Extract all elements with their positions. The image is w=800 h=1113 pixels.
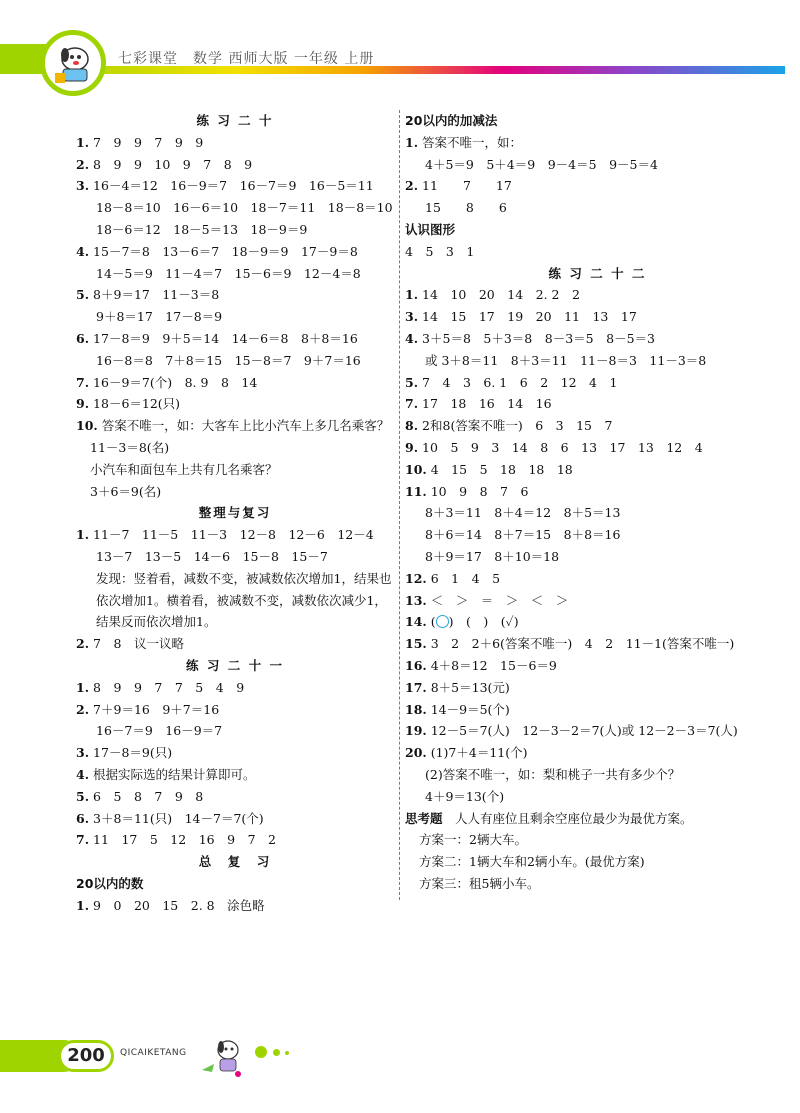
- question-number: 5.: [76, 287, 90, 303]
- answer-text: 16－9＝7(个) 8. 9 8 14: [89, 374, 258, 390]
- answer-line: [405, 459, 790, 481]
- answer-line: [76, 808, 394, 830]
- answer-text: ＜ ＞ ＝ ＞ ＜ ＞: [426, 592, 569, 608]
- answer-continuation: 3＋6＝9(名): [90, 483, 162, 499]
- mascot-logo-icon: [40, 30, 106, 96]
- question-number: 13.: [405, 592, 427, 608]
- right-column: [405, 110, 790, 895]
- answer-continuation: 8＋6＝14 8＋7＝15 8＋8＝16: [425, 527, 621, 543]
- answer-text: 8 9 9 7 7 5 4 9: [89, 679, 245, 695]
- answer-text: 3＋8＝11(只) 14－7＝7(个): [89, 810, 264, 826]
- answer-text: 8＋9＝17 11－3＝8: [89, 287, 220, 303]
- circle-icon: [436, 615, 449, 628]
- answer-line: [76, 372, 394, 394]
- answer-line: [76, 829, 394, 851]
- answer-line: [76, 786, 394, 808]
- answer-line: [405, 742, 790, 764]
- answer-line: [405, 677, 790, 699]
- answer-line: [76, 241, 394, 263]
- answer-text: 16－4＝12 16－9＝7 16－7＝9 16－5＝11: [89, 178, 374, 194]
- answer-line: [76, 328, 394, 350]
- answer-line: [405, 590, 790, 612]
- subsection-heading: 20以内的数: [76, 875, 144, 891]
- answer-text: 8＋5＝13(元): [426, 679, 510, 695]
- answer-continuation: 方案一：2辆大车。: [419, 832, 527, 848]
- answer-continuation: 结果反而依次增加1。: [96, 614, 217, 630]
- answer-line: [405, 328, 790, 350]
- answer-text: 10 9 8 7 6: [426, 483, 529, 499]
- paren: (: [430, 614, 436, 630]
- header-title: 七彩课堂 数学 西师大版 一年级 上册: [118, 51, 375, 67]
- answer-line: [405, 720, 790, 742]
- answer-continuation: 16－7＝9 16－9＝7: [96, 723, 223, 739]
- answer-line: 4 5 3 1: [405, 243, 475, 259]
- question-number: 3.: [405, 309, 419, 325]
- question-number: 5.: [76, 788, 90, 804]
- answer-line: [76, 132, 394, 154]
- answer-continuation: 14－5＝9 11－4＝7 15－6＝9 12－4＝8: [96, 265, 361, 281]
- answer-text: 9 0 20 15 2. 8 涂色略: [89, 897, 265, 913]
- answer-line: [405, 175, 790, 197]
- question-number: 7.: [76, 832, 90, 848]
- answer-continuation: 方案三：租5辆小车。: [419, 875, 540, 891]
- answer-text: 答案不唯一，如：: [418, 134, 523, 150]
- answer-line: [76, 895, 394, 917]
- question-number: 10.: [76, 418, 98, 434]
- answer-text: 6 1 4 5: [426, 570, 501, 586]
- answer-text: 8 9 9 10 9 7 8 9: [89, 156, 253, 172]
- answer-text: 根据实际选的结果计算即可。: [89, 766, 256, 782]
- answer-continuation: 8＋9＝17 8＋10＝18: [425, 548, 560, 564]
- question-number: 20.: [405, 745, 427, 761]
- answer-text: 17－8＝9 9＋5＝14 14－6＝8 8＋8＝16: [89, 330, 358, 346]
- answer-line: [76, 284, 394, 306]
- answer-line: [405, 372, 790, 394]
- question-number: 7.: [405, 396, 419, 412]
- answer-text: 14 10 20 14 2. 2 2: [418, 287, 580, 303]
- answer-text: 17 18 16 14 16: [418, 396, 552, 412]
- section-heading: 总 复 习: [198, 854, 272, 870]
- answer-continuation: 依次增加1。横着看，被减数不变，减数依次减少1，: [96, 592, 387, 608]
- answer-text: (1)7＋4＝11(个): [426, 745, 528, 761]
- answer-text: 15－7＝8 13－6＝7 18－9＝9 17－9＝8: [89, 243, 358, 259]
- answer-line: [405, 611, 790, 633]
- answer-text: 10 5 9 3 14 8 6 13 17 13 12 4: [418, 439, 703, 455]
- page-number: 200: [58, 1040, 114, 1072]
- answer-text: 7 4 3 6. 1 6 2 12 4 1: [418, 374, 618, 390]
- question-number: 17.: [405, 679, 427, 695]
- paren: ): [513, 614, 519, 630]
- question-number: 2.: [76, 156, 90, 172]
- answer-text: 4 15 5 18 18 18: [426, 461, 573, 477]
- answer-line: [405, 655, 790, 677]
- answer-line: [405, 393, 790, 415]
- answer-continuation: 13－7 13－5 14－6 15－8 15－7: [96, 548, 328, 564]
- subsection-heading: 认识图形: [405, 221, 456, 237]
- question-number: 10.: [405, 461, 427, 477]
- question-number: 7.: [76, 374, 90, 390]
- answer-line: [405, 699, 790, 721]
- page-footer: [0, 1030, 800, 1110]
- paren: ) (: [483, 614, 506, 630]
- answer-continuation: 4＋5＝9 5＋4＝9 9－4＝5 9－5＝4: [425, 156, 658, 172]
- question-number: 9.: [405, 439, 419, 455]
- subsection-heading: 20以内的加减法: [405, 113, 498, 128]
- question-number: 12.: [405, 570, 427, 586]
- question-number: 1.: [76, 134, 90, 150]
- answer-text: 7 8 议一议略: [89, 636, 184, 652]
- answer-line: [405, 481, 790, 503]
- left-column: [76, 110, 394, 916]
- answer-text: 11－7 11－5 11－3 12－8 12－6 12－4: [89, 527, 374, 543]
- footer-mascot-icon: [198, 1030, 248, 1080]
- answer-line: [405, 132, 790, 154]
- answer-line: [76, 175, 394, 197]
- footer-brand: QICAIKETANG: [120, 1048, 187, 1058]
- question-number: 1.: [76, 527, 90, 543]
- question-number: 11.: [405, 483, 427, 499]
- question-number: 6.: [76, 330, 90, 346]
- question-number: 1.: [76, 679, 90, 695]
- answer-text: 11 7 17: [418, 178, 512, 194]
- section-heading: 整理与复习: [198, 505, 272, 521]
- thinking-question-label: 思考题: [405, 810, 443, 826]
- answer-continuation: (2)答案不唯一，如：梨和桃子一共有多少个？: [425, 766, 681, 782]
- question-number: 14.: [405, 614, 427, 630]
- answer-line: [405, 306, 790, 328]
- page-header: [0, 0, 800, 100]
- answer-continuation: 或 3＋8＝11 8＋3＝11 11－8＝3 11－3＝8: [425, 352, 707, 368]
- answer-line: [405, 568, 790, 590]
- answer-line: [76, 393, 394, 415]
- answer-text: 3 2 2＋6(答案不唯一) 4 2 11－1(答案不唯一): [426, 636, 735, 652]
- answer-continuation: 发现：竖着看，减数不变，被减数依次增加1，结果也: [96, 570, 392, 586]
- answer-line: [76, 415, 394, 437]
- question-number: 4.: [405, 330, 419, 346]
- answer-continuation: 8＋3＝11 8＋4＝12 8＋5＝13: [425, 505, 621, 521]
- answer-text: 11 17 5 12 16 9 7 2: [89, 832, 276, 848]
- answer-continuation: 16－8＝8 7＋8＝15 15－8＝7 9＋7＝16: [96, 352, 361, 368]
- answer-line: [76, 154, 394, 176]
- answer-text: 17－8＝9(只): [89, 745, 173, 761]
- answer-line: [405, 415, 790, 437]
- answer-line: [76, 699, 394, 721]
- question-number: 4.: [76, 243, 90, 259]
- answer-text: 答案不唯一，如：大客车上比小汽车上多几名乘客？: [97, 418, 390, 434]
- answer-text: 4＋8＝12 15－6＝9: [426, 657, 557, 673]
- question-number: 15.: [405, 636, 427, 652]
- answer-text: 14 15 17 19 20 11 13 17: [418, 309, 637, 325]
- answer-continuation: 小汽车和面包车上共有几名乘客？: [90, 461, 278, 477]
- answer-line: [76, 742, 394, 764]
- answer-text: 人人有座位且剩余空座位最少为最优方案。: [442, 810, 693, 826]
- section-heading: 练 习 二 十: [196, 113, 274, 128]
- answer-text: 7＋9＝16 9＋7＝16: [89, 701, 220, 717]
- question-number: 2.: [76, 636, 90, 652]
- section-heading: 练 习 二 十 二: [548, 265, 647, 281]
- answer-continuation: 15 8 6: [425, 200, 507, 216]
- checkmark-icon: ✓: [505, 614, 514, 630]
- question-number: 18.: [405, 701, 427, 717]
- thinking-question: [405, 808, 790, 830]
- question-number: 2.: [405, 178, 419, 194]
- question-number: 8.: [405, 418, 419, 434]
- answer-continuation: 18－6＝12 18－5＝13 18－9＝9: [96, 221, 308, 237]
- question-number: 2.: [76, 701, 90, 717]
- paren: ) (: [448, 614, 471, 630]
- answer-line: [405, 437, 790, 459]
- answer-continuation: 18－8＝10 16－6＝10 18－7＝11 18－8＝10: [96, 200, 393, 216]
- question-number: 5.: [405, 374, 419, 390]
- answer-line: [76, 677, 394, 699]
- question-number: 9.: [76, 396, 90, 412]
- answer-continuation: 9＋8＝17 17－8＝9: [96, 309, 223, 325]
- question-number: 19.: [405, 723, 427, 739]
- column-divider: [399, 110, 400, 900]
- answer-line: [405, 284, 790, 306]
- question-number: 1.: [405, 287, 419, 303]
- answer-continuation: 方案二：1辆大车和2辆小车。(最优方案): [419, 854, 645, 870]
- question-number: 4.: [76, 766, 90, 782]
- question-number: 3.: [76, 178, 90, 194]
- answer-line: [76, 764, 394, 786]
- section-heading: 练 习 二 十 一: [186, 657, 284, 673]
- answer-text: 14－9＝5(个): [426, 701, 510, 717]
- answer-text: 12－5＝7(人) 12－3－2＝7(人)或 12－2－3＝7(人): [426, 723, 738, 739]
- question-number: 16.: [405, 657, 427, 673]
- answer-continuation: 11－3＝8(名): [90, 439, 170, 455]
- answer-text: 18－6＝12(只): [89, 396, 181, 412]
- answer-text: 2和8(答案不唯一) 6 3 15 7: [418, 418, 613, 434]
- answer-line: [76, 524, 394, 546]
- question-number: 3.: [76, 745, 90, 761]
- answer-text: 3＋5＝8 5＋3＝8 8－3＝5 8－5＝3: [418, 330, 655, 346]
- answer-continuation: 4＋9＝13(个): [425, 788, 505, 804]
- question-number: 6.: [76, 810, 90, 826]
- answer-line: [76, 633, 394, 655]
- answer-text: 6 5 8 7 9 8: [89, 788, 204, 804]
- question-number: 1.: [405, 134, 419, 150]
- answer-line: [405, 633, 790, 655]
- question-number: 1.: [76, 897, 90, 913]
- answer-text: 7 9 9 7 9 9: [89, 134, 204, 150]
